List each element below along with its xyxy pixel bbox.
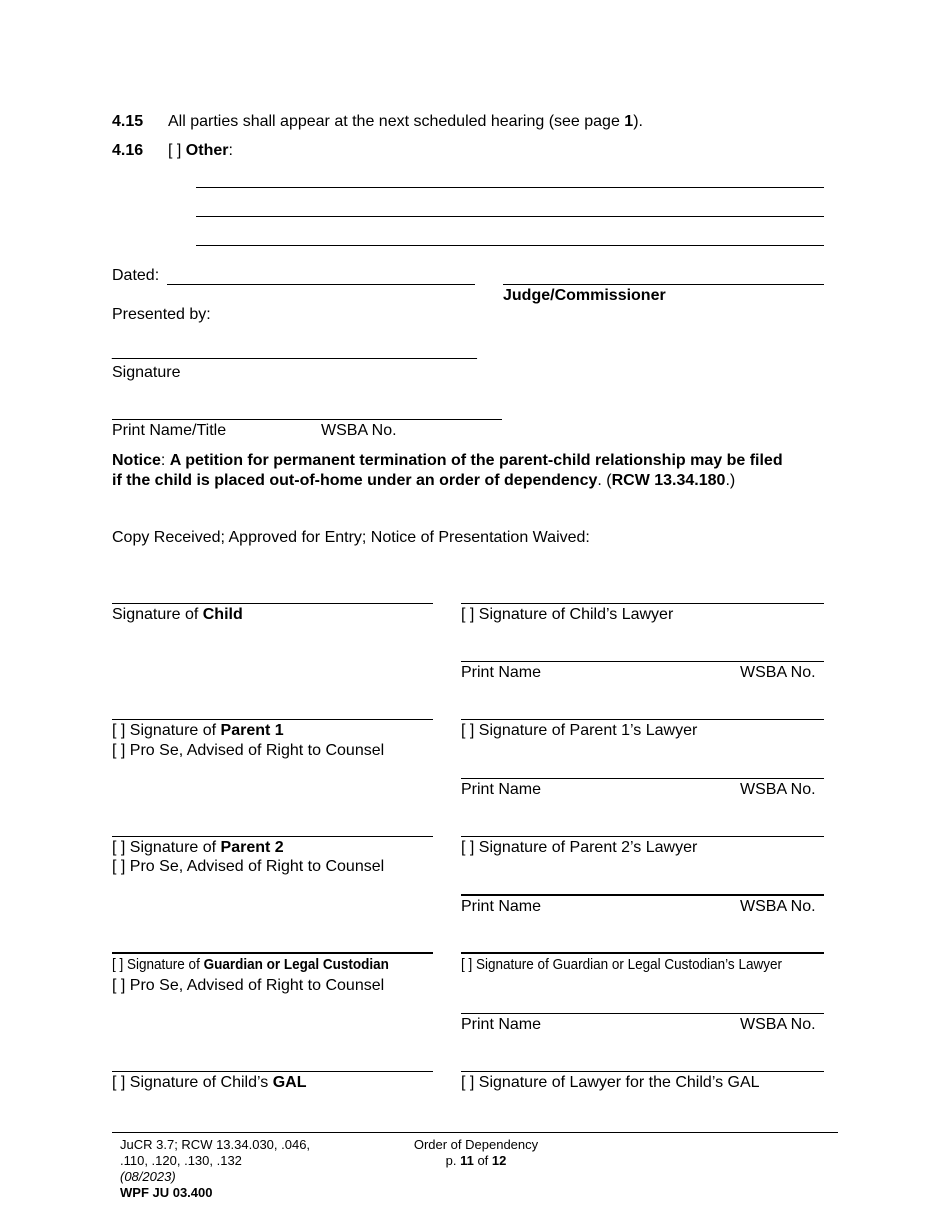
copy-received-text: Copy Received; Approved for Entry; Notice of Presentation Waived: xyxy=(112,529,590,546)
parent1-lawyer-wsba: WSBA No. xyxy=(740,781,816,798)
other-checkbox[interactable]: [ ] xyxy=(168,142,182,159)
child-lawyer-checkbox[interactable]: [ ] xyxy=(461,606,475,623)
gal-lawyer-signature-line[interactable] xyxy=(461,1071,824,1072)
guardian-signature-label: [ ] Signature of Guardian or Legal Custodian xyxy=(112,956,389,973)
child-signature-label: Signature of Child xyxy=(112,606,243,623)
print-name-title-label: Print Name/Title xyxy=(112,422,227,439)
other-label: Other xyxy=(185,142,229,159)
parent2-lawyer-wsba: WSBA No. xyxy=(740,898,816,915)
parent1-signature-line[interactable] xyxy=(112,719,433,720)
guardian-lawyer-print-name: Print Name xyxy=(461,1016,542,1033)
parent2-signature-label: [ ] Signature of Parent 2 xyxy=(112,839,284,856)
section-4-15-text: All parties shall appear at the next scheduled hearing (see page 1). xyxy=(168,113,643,130)
gal-signature-label: [ ] Signature of Child’s GAL xyxy=(112,1074,307,1091)
judge-signature-line[interactable] xyxy=(503,284,824,285)
section-4-15 xyxy=(112,113,143,131)
section-number: 4.15 xyxy=(112,113,144,130)
dated-label: Dated: xyxy=(112,267,160,284)
guardian-lawyer-wsba: WSBA No. xyxy=(740,1016,816,1033)
guardian-pro-se-checkbox[interactable]: [ ] xyxy=(112,977,126,994)
footer-center xyxy=(409,1137,543,1169)
footer-left xyxy=(120,1137,310,1201)
guardian-pro-se: [ ] Pro Se, Advised of Right to Counsel xyxy=(112,977,385,994)
guardian-lawyer-signature-line[interactable] xyxy=(461,952,824,954)
guardian-lawyer-label: [ ] Signature of Guardian or Legal Custodian’s Lawyer xyxy=(461,956,782,973)
parent2-lawyer-checkbox[interactable]: [ ] xyxy=(461,839,475,856)
notice-label: Notice xyxy=(112,452,161,469)
child-lawyer-print-name: Print Name xyxy=(461,664,542,681)
gal-signature-line[interactable] xyxy=(112,1071,433,1072)
other-blank-line-1[interactable] xyxy=(196,187,824,188)
other-blank-line-2[interactable] xyxy=(196,216,824,217)
presented-by-label: Presented by: xyxy=(112,306,211,323)
parent1-checkbox[interactable]: [ ] xyxy=(112,722,126,739)
parent1-lawyer-print-name: Print Name xyxy=(461,781,542,798)
gal-checkbox[interactable]: [ ] xyxy=(112,1074,126,1091)
dated-line[interactable] xyxy=(167,284,475,285)
gal-lawyer-label: [ ] Signature of Lawyer for the Child’s GAL xyxy=(461,1074,760,1091)
footer-date: (08/2023) xyxy=(120,1169,176,1184)
guardian-checkbox[interactable]: [ ] xyxy=(112,956,124,973)
parent2-lawyer-signature-line[interactable] xyxy=(461,836,824,837)
parent2-checkbox[interactable]: [ ] xyxy=(112,839,126,856)
parent1-lawyer-checkbox[interactable]: [ ] xyxy=(461,722,475,739)
footer-divider xyxy=(112,1132,838,1133)
parent1-pro-se: [ ] Pro Se, Advised of Right to Counsel xyxy=(112,742,385,759)
parent2-lawyer-label: [ ] Signature of Parent 2’s Lawyer xyxy=(461,839,698,856)
judge-label: Judge/Commissioner xyxy=(503,287,666,304)
page-reference: 1 xyxy=(624,113,634,130)
parent2-pro-se: [ ] Pro Se, Advised of Right to Counsel xyxy=(112,858,385,875)
other-blank-line-3[interactable] xyxy=(196,245,824,246)
guardian-lawyer-checkbox[interactable]: [ ] xyxy=(461,956,473,973)
presenter-signature-label: Signature xyxy=(112,364,181,381)
presenter-print-name-line[interactable] xyxy=(112,419,502,420)
parent1-pro-se-checkbox[interactable]: [ ] xyxy=(112,742,126,759)
section-4-16-other: [ ] Other: xyxy=(168,142,233,159)
footer-rule-line1: JuCR 3.7; RCW 13.34.030, .046, xyxy=(120,1137,311,1152)
guardian-lawyer-print-line[interactable] xyxy=(461,1013,824,1014)
presenter-wsba-label: WSBA No. xyxy=(321,422,397,439)
parent1-lawyer-label: [ ] Signature of Parent 1’s Lawyer xyxy=(461,722,698,739)
child-lawyer-label: [ ] Signature of Child’s Lawyer xyxy=(461,606,674,623)
child-lawyer-signature-line[interactable] xyxy=(461,603,824,604)
footer-page: p. 11 of 12 xyxy=(445,1153,507,1168)
parent1-lawyer-print-line[interactable] xyxy=(461,778,824,779)
child-signature-line[interactable] xyxy=(112,603,433,604)
gal-lawyer-checkbox[interactable]: [ ] xyxy=(461,1074,475,1091)
footer-rule-line2: .110, .120, .130, .132 xyxy=(120,1153,242,1168)
notice-rcw: RCW 13.34.180 xyxy=(611,472,726,489)
presenter-signature-line[interactable]: _________________________________________ xyxy=(112,343,477,360)
section-4-16-number: 4.16 xyxy=(112,142,144,159)
notice-paragraph: Notice: A petition for permanent termination of the parent-child relationship may be filed if the child is placed out-of-home under an order of dependency. (RCW 13.34.180.) xyxy=(112,452,783,489)
footer-form-number: WPF JU 03.400 xyxy=(120,1185,213,1200)
parent2-signature-line[interactable] xyxy=(112,836,433,837)
parent2-lawyer-print-name: Print Name xyxy=(461,898,542,915)
parent2-pro-se-checkbox[interactable]: [ ] xyxy=(112,858,126,875)
parent2-lawyer-print-line[interactable] xyxy=(461,894,824,896)
child-lawyer-print-line[interactable] xyxy=(461,661,824,662)
guardian-signature-line[interactable] xyxy=(112,952,433,954)
child-lawyer-wsba: WSBA No. xyxy=(740,664,816,681)
parent1-lawyer-signature-line[interactable] xyxy=(461,719,824,720)
footer-title: Order of Dependency xyxy=(413,1137,539,1152)
parent1-signature-label: [ ] Signature of Parent 1 xyxy=(112,722,284,739)
